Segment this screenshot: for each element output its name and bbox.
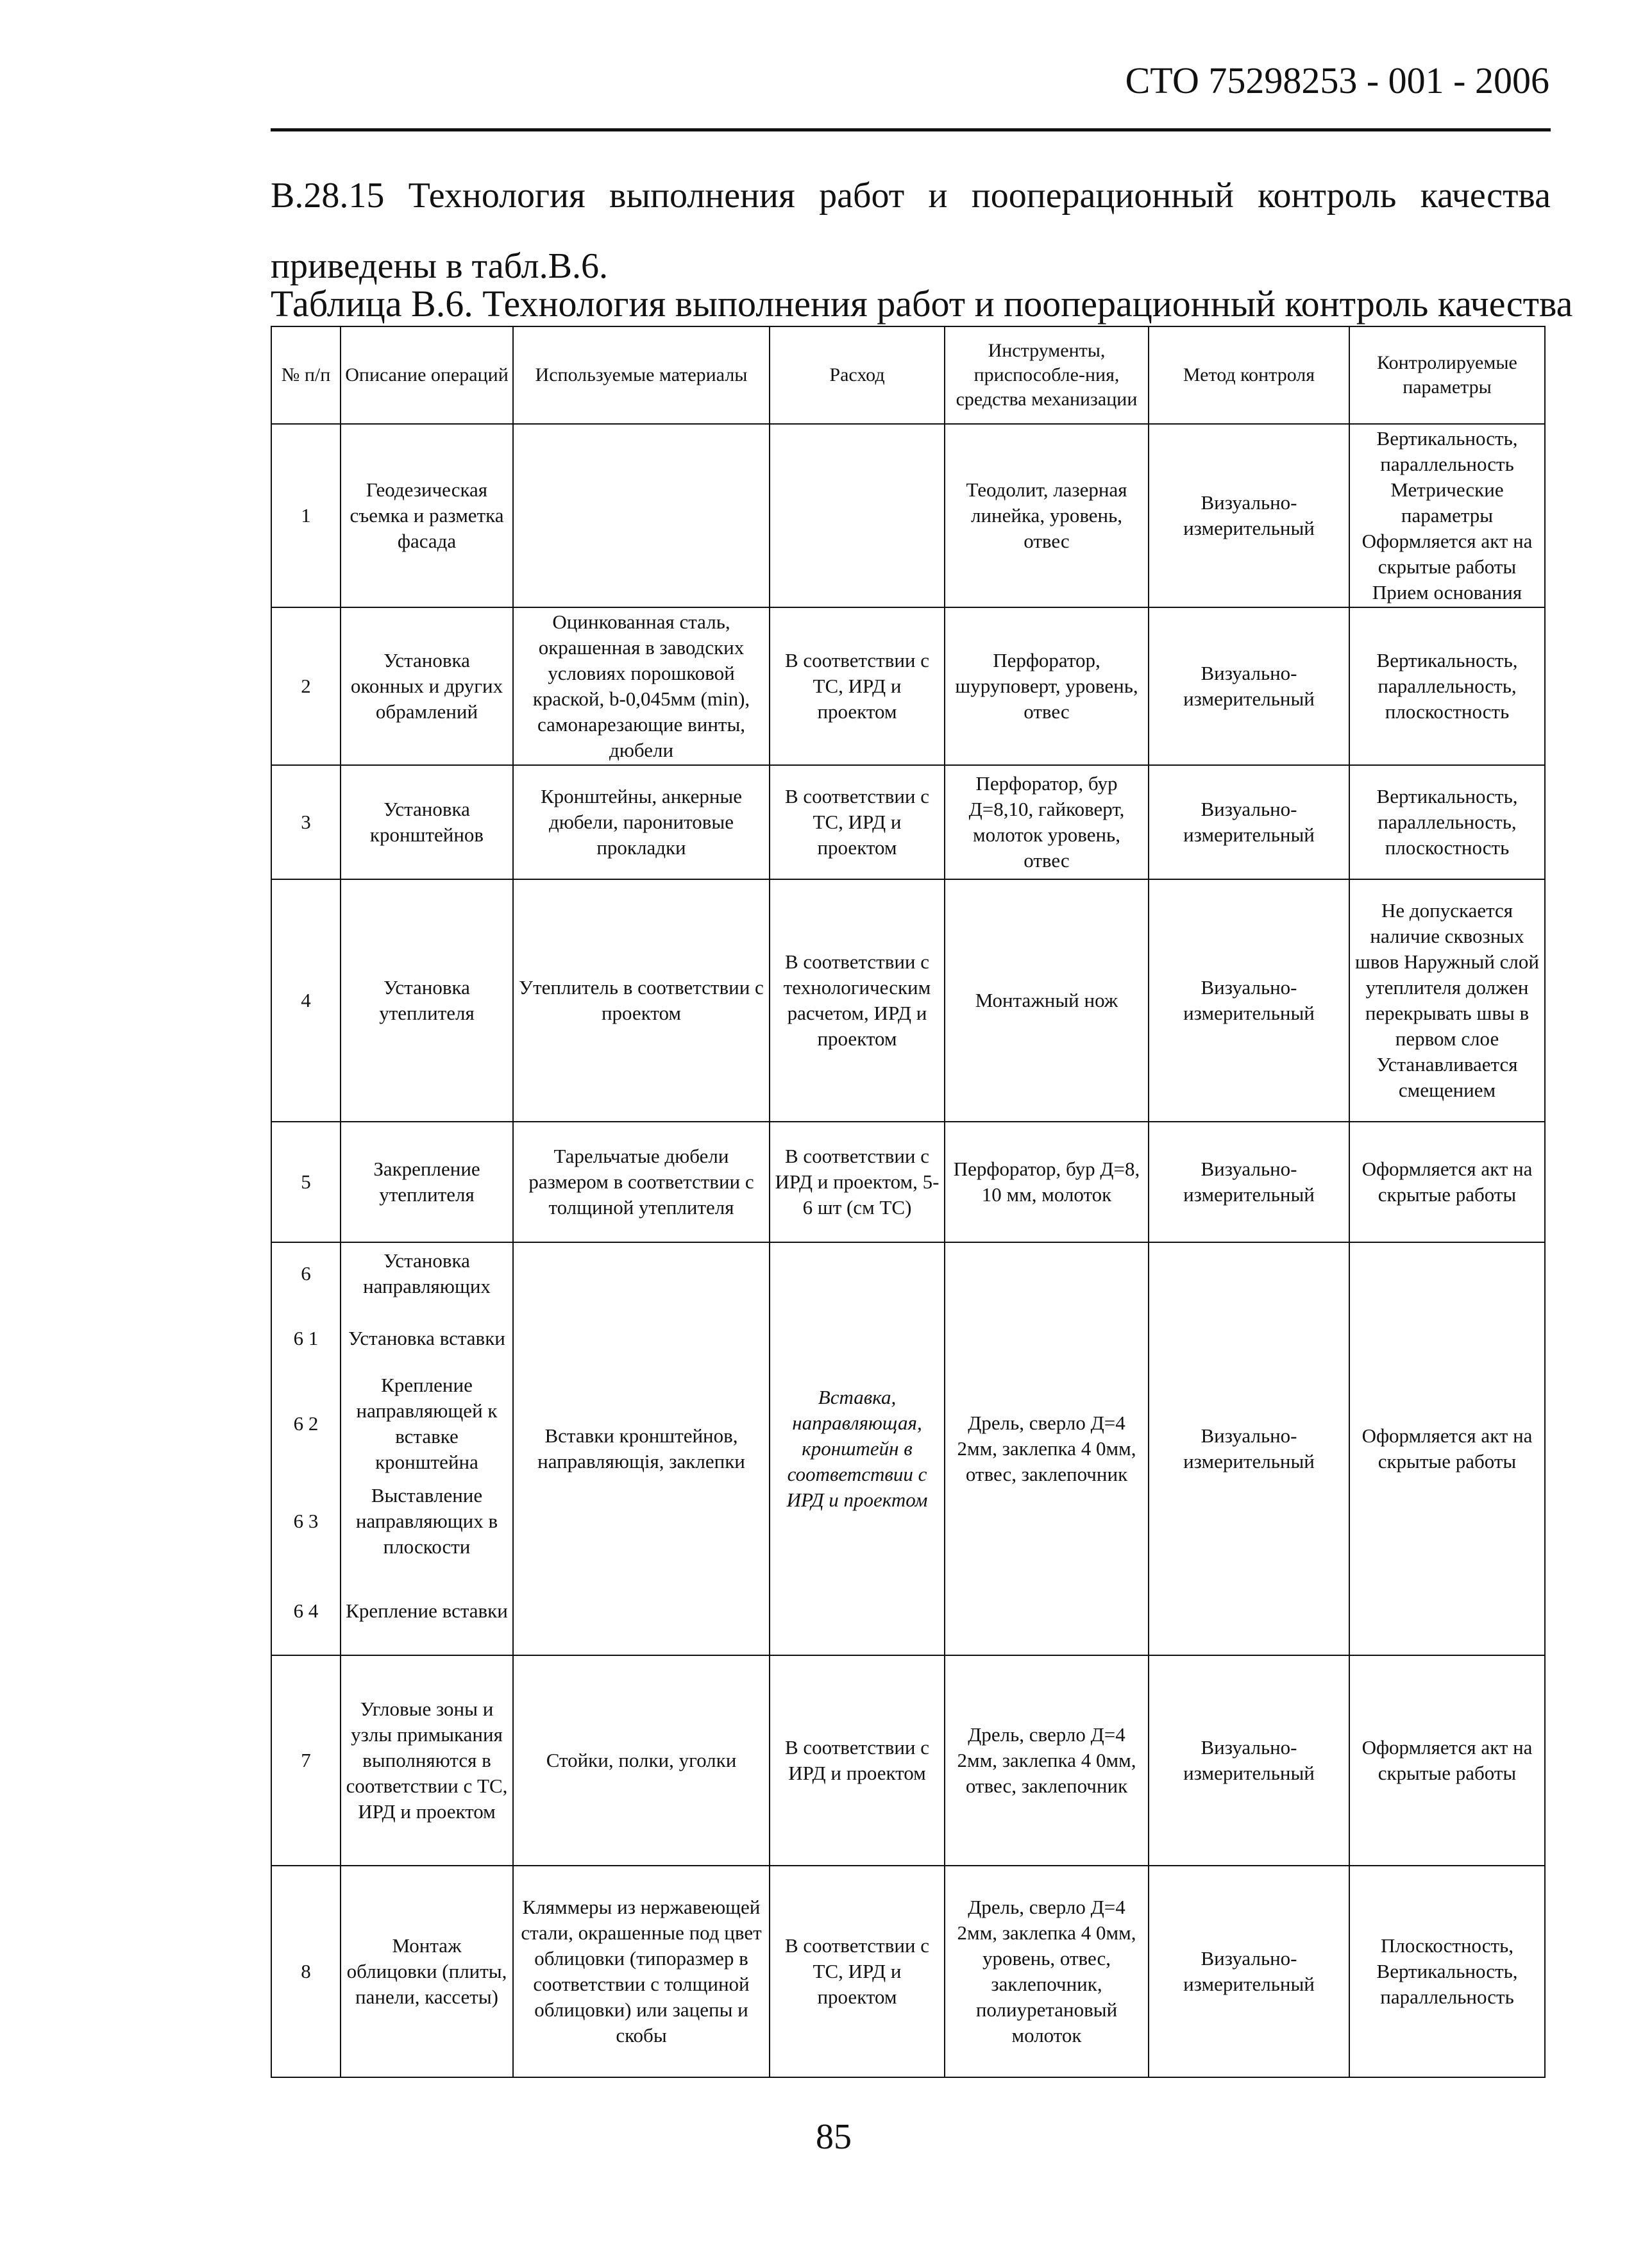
params-cell: Вертикальность, параллельность, плоскостность (1349, 607, 1545, 765)
row-number: 4 (271, 879, 341, 1122)
col-header: Инструменты, приспособле-ния, средства механизации (945, 326, 1149, 424)
operation-cell: Выставление направляющих в плоскости (355, 1484, 498, 1558)
consumption-cell: В соответствии с ТС, ИРД и проектом (770, 1866, 945, 2077)
operation-cell: Геодезическая съемка и разметка фасада (341, 424, 513, 607)
consumption-cell (770, 424, 945, 607)
header-rule (271, 128, 1551, 131)
row-number: 6 2 (293, 1412, 319, 1435)
operation-cell: Установка кронштейнов (341, 765, 513, 879)
method-cell: Визуально-измерительный (1149, 1655, 1349, 1866)
method-cell: Визуально-измерительный (1149, 1122, 1349, 1242)
table-row (271, 424, 1545, 607)
intro-paragraph: В.28.15 Технология выполнения работ и пооперационный контроль качества приведены в табл.В.6. (271, 176, 1551, 286)
method-cell: Визуально-измерительный (1149, 607, 1349, 765)
operation-cell: Установка вставки (348, 1327, 505, 1349)
operation-cell: Установка оконных и других обрамлений (341, 607, 513, 765)
tools-cell: Перфоратор, бур Д=8,10, гайковерт, молоток уровень, отвес (945, 765, 1149, 879)
table-row (271, 879, 1545, 1122)
params-cell: Оформляется акт на скрытые работы (1349, 1122, 1545, 1242)
row-number: 8 (271, 1866, 341, 2077)
document-code: СТО 75298253 - 001 - 2006 (1125, 60, 1549, 101)
params-cell: Не допускается наличие сквозных швов Наружный слой утеплителя должен перекрывать швы в первом слое Устанавливается смещением (1349, 879, 1545, 1122)
consumption-cell: В соответствии с технологическим расчетом, ИРД и проектом (770, 879, 945, 1122)
materials-cell: Утеплитель в соответствии с проектом (513, 879, 770, 1122)
table-caption: Таблица В.6. Технология выполнения работ и пооперационный контроль качества (271, 283, 1573, 325)
col-header: Расход (770, 326, 945, 424)
materials-cell: Кронштейны, анкерные дюбели, паронитовые прокладки (513, 765, 770, 879)
operation-cell: Монтаж облицовки (плиты, панели, кассеты) (341, 1866, 513, 2077)
materials-cell: Оцинкованная сталь, окрашенная в заводских условиях порошковой краской, b-0,045мм (min), самонарезающие винты, дюбели (513, 607, 770, 765)
table-row (271, 1242, 1545, 1655)
row-number: 6 1 (293, 1327, 319, 1349)
params-cell: Оформляется акт на скрытые работы (1349, 1242, 1545, 1655)
method-cell: Визуально-измерительный (1149, 1866, 1349, 2077)
consumption-cell: В соответствии с ИРД и проектом (770, 1655, 945, 1866)
consumption-cell: В соответствии с ТС, ИРД и проектом (770, 607, 945, 765)
method-cell: Визуально-измерительный (1149, 424, 1349, 607)
params-cell: Оформляется акт на скрытые работы (1349, 1655, 1545, 1866)
consumption-cell: Вставка, направляющая, кронштейн в соответствии с ИРД и проектом (770, 1242, 945, 1655)
col-header: Контролируемые параметры (1349, 326, 1545, 424)
col-header: № п/п (271, 326, 341, 424)
tools-cell: Монтажный нож (945, 879, 1149, 1122)
method-cell: Визуально-измерительный (1149, 879, 1349, 1122)
operation-cell: Крепление вставки (346, 1599, 508, 1622)
tools-cell: Дрель, сверло Д=4 2мм, заклепка 4 0мм, отвес, заклепочник (945, 1655, 1149, 1866)
operation-cell: Угловые зоны и узлы примыкания выполняются в соответствии с ТС, ИРД и проектом (341, 1655, 513, 1866)
params-cell: Плоскостность, Вертикальность, параллельность (1349, 1866, 1545, 2077)
method-cell: Визуально-измерительный (1149, 1242, 1349, 1655)
materials-cell: Вставки кронштейнов, направляющія, заклепки (513, 1242, 770, 1655)
row-number: 7 (271, 1655, 341, 1866)
table-row (271, 1866, 1545, 2077)
operations-table (271, 326, 1546, 2078)
method-cell: Визуально-измерительный (1149, 765, 1349, 879)
col-header: Метод контроля (1149, 326, 1349, 424)
operation-cell: Крепление направляющей к вставке кронштейна (356, 1374, 498, 1473)
row-number: 6 4 (293, 1599, 319, 1622)
tools-cell: Перфоратор, бур Д=8, 10 мм, молоток (945, 1122, 1149, 1242)
params-cell: Вертикальность, параллельность Метрические параметры Оформляется акт на скрытые работы Прием основания (1349, 424, 1545, 607)
table-row (271, 1655, 1545, 1866)
operation-cell: Закрепление утеплителя (341, 1122, 513, 1242)
row-number: 5 (271, 1122, 341, 1242)
row-number-group (271, 1242, 341, 1655)
operation-cell: Установка утеплителя (341, 879, 513, 1122)
col-header: Описание операций (341, 326, 513, 424)
row-number: 1 (271, 424, 341, 607)
table-row (271, 765, 1545, 879)
consumption-cell: В соответствии с ИРД и проектом, 5-6 шт (см ТС) (770, 1122, 945, 1242)
consumption-cell: В соответствии с ТС, ИРД и проектом (770, 765, 945, 879)
tools-cell: Перфоратор, шуруповерт, уровень, отвес (945, 607, 1149, 765)
col-header: Используемые материалы (513, 326, 770, 424)
row-number: 2 (271, 607, 341, 765)
params-cell: Вертикальность, параллельность, плоскостность (1349, 765, 1545, 879)
table-row (271, 1122, 1545, 1242)
tools-cell: Теодолит, лазерная линейка, уровень, отвес (945, 424, 1149, 607)
materials-cell: Стойки, полки, уголки (513, 1655, 770, 1866)
materials-cell: Кляммеры из нержавеющей стали, окрашенные под цвет облицовки (типоразмер в соответствии с толщиной облицовки) или зацепы и скобы (513, 1866, 770, 2077)
row-number: 6 (301, 1262, 311, 1285)
table-row (271, 607, 1545, 765)
page-number: 85 (816, 2117, 852, 2157)
materials-cell (513, 424, 770, 607)
tools-cell: Дрель, сверло Д=4 2мм, заклепка 4 0мм, уровень, отвес, заклепочник, полиуретановый молоток (945, 1866, 1149, 2077)
materials-cell: Тарельчатые дюбели размером в соответствии с толщиной утеплителя (513, 1122, 770, 1242)
row-number: 6 3 (293, 1510, 319, 1532)
row-number: 3 (271, 765, 341, 879)
tools-cell: Дрель, сверло Д=4 2мм, заклепка 4 0мм, отвес, заклепочник (945, 1242, 1149, 1655)
operation-cell: Установка направляющих (363, 1249, 491, 1297)
operation-group (341, 1242, 513, 1655)
table-header-row (271, 326, 1545, 424)
